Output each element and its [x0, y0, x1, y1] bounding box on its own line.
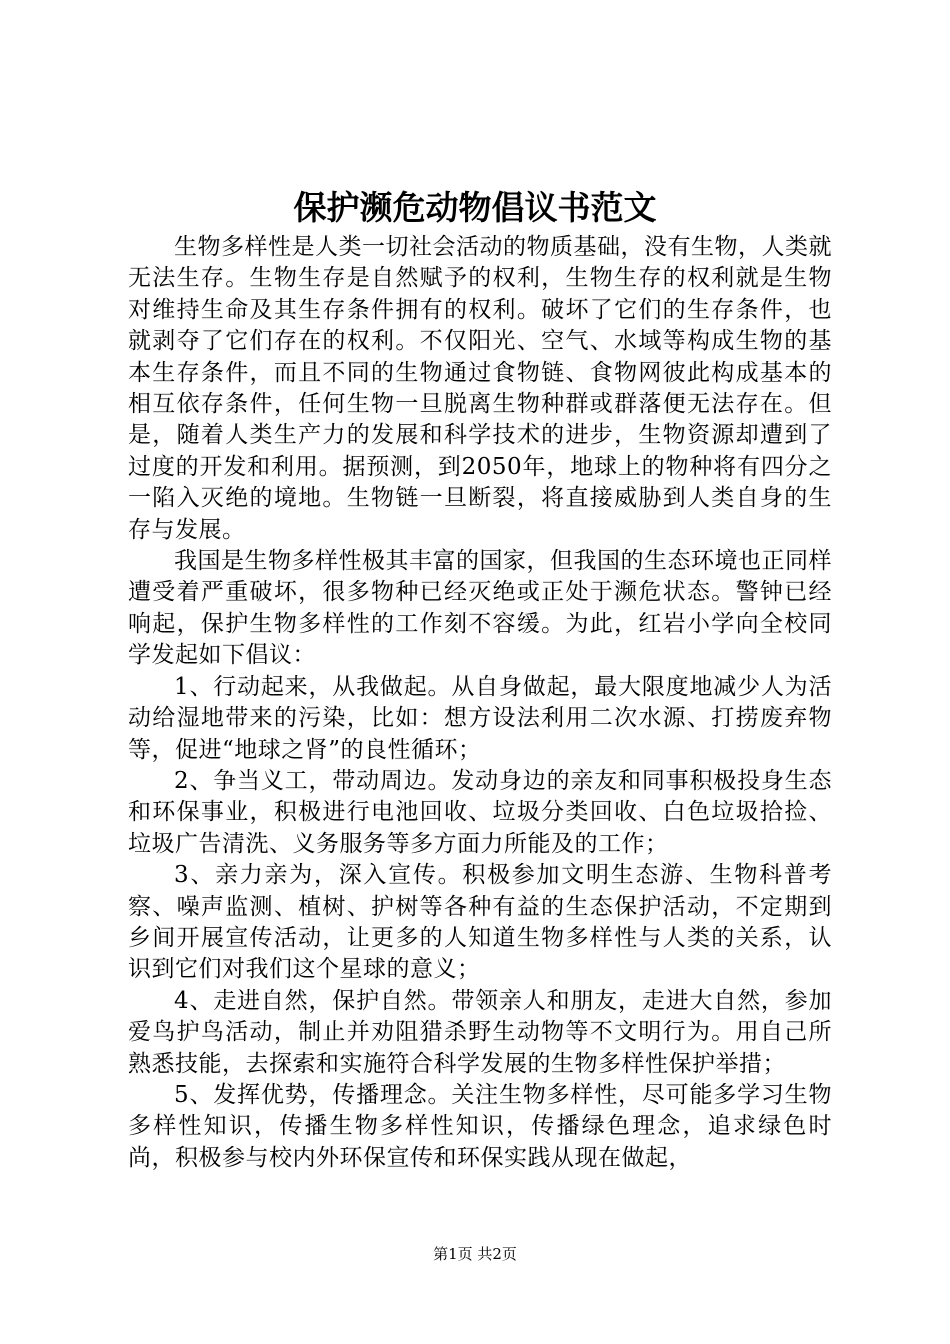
- paragraph-item-5: 5、发挥优势，传播理念。关注生物多样性，尽可能多学习生物多样性知识，传播生物多样性知识，传播绿色理念，追求绿色时尚，积极参与校内外环保宣传和环保实践从现在做起，: [128, 1081, 832, 1171]
- page-footer: 第1页 共2页: [433, 1245, 517, 1263]
- paragraph-call: 我国是生物多样性极其丰富的国家，但我国的生态环境也正同样遭受着严重破坏，很多物种已经灭绝或正处于濒危状态。警钟已经响起，保护生物多样性的工作刻不容缓。为此，红岩小学向全校同学发起如下倡议：: [128, 548, 832, 669]
- document-title: 保护濒危动物倡议书范文: [293, 188, 657, 227]
- document-body: [128, 232, 832, 1174]
- paragraph-item-4: 4、走进自然，保护自然。带领亲人和朋友，走进大自然，参加爱鸟护鸟活动，制止并劝阻猎杀野生动物等不文明行为。用自己所熟悉技能，去探索和实施符合科学发展的生物多样性保护举措；: [128, 987, 832, 1077]
- paragraph-item-2: 2、争当义工，带动周边。发动身边的亲友和同事积极投身生态和环保事业，积极进行电池回收、垃圾分类回收、白色垃圾拾捡、垃圾广告清洗、义务服务等多方面力所能及的工作；: [128, 767, 832, 857]
- paragraph-item-3: 3、亲力亲为，深入宣传。积极参加文明生态游、生物科普考察、噪声监测、植树、护树等各种有益的生态保护活动，不定期到乡间开展宣传活动，让更多的人知道生物多样性与人类的关系，认识到它们对我们这个星球的意义；: [128, 862, 832, 983]
- paragraph-intro: 生物多样性是人类一切社会活动的物质基础，没有生物，人类就无法生存。生物生存是自然赋予的权利，生物生存的权利就是生物对维持生命及其生存条件拥有的权利。破坏了它们的生存条件，也就剥夺了它们存在的权利。不仅阳光、空气、水域等构成生物的基本生存条件，而且不同的生物通过食物链、食物网彼此构成基本的相互依存条件，任何生物一旦脱离生物种群或群落便无法存在。但是，随着人类生产力的发展和科学技术的进步，生物资源却遭到了过度的开发和利用。据预测，到2050年，地球上的物种将有四分之一陷入灭绝的境地。生物链一旦断裂，将直接威胁到人类自身的生存与发展。: [128, 234, 832, 543]
- paragraph-item-1: 1、行动起来，从我做起。从自身做起，最大限度地减少人为活动给湿地带来的污染，比如：想方设法利用二次水源、打捞废弃物等，促进“地球之肾”的良性循环；: [128, 673, 832, 763]
